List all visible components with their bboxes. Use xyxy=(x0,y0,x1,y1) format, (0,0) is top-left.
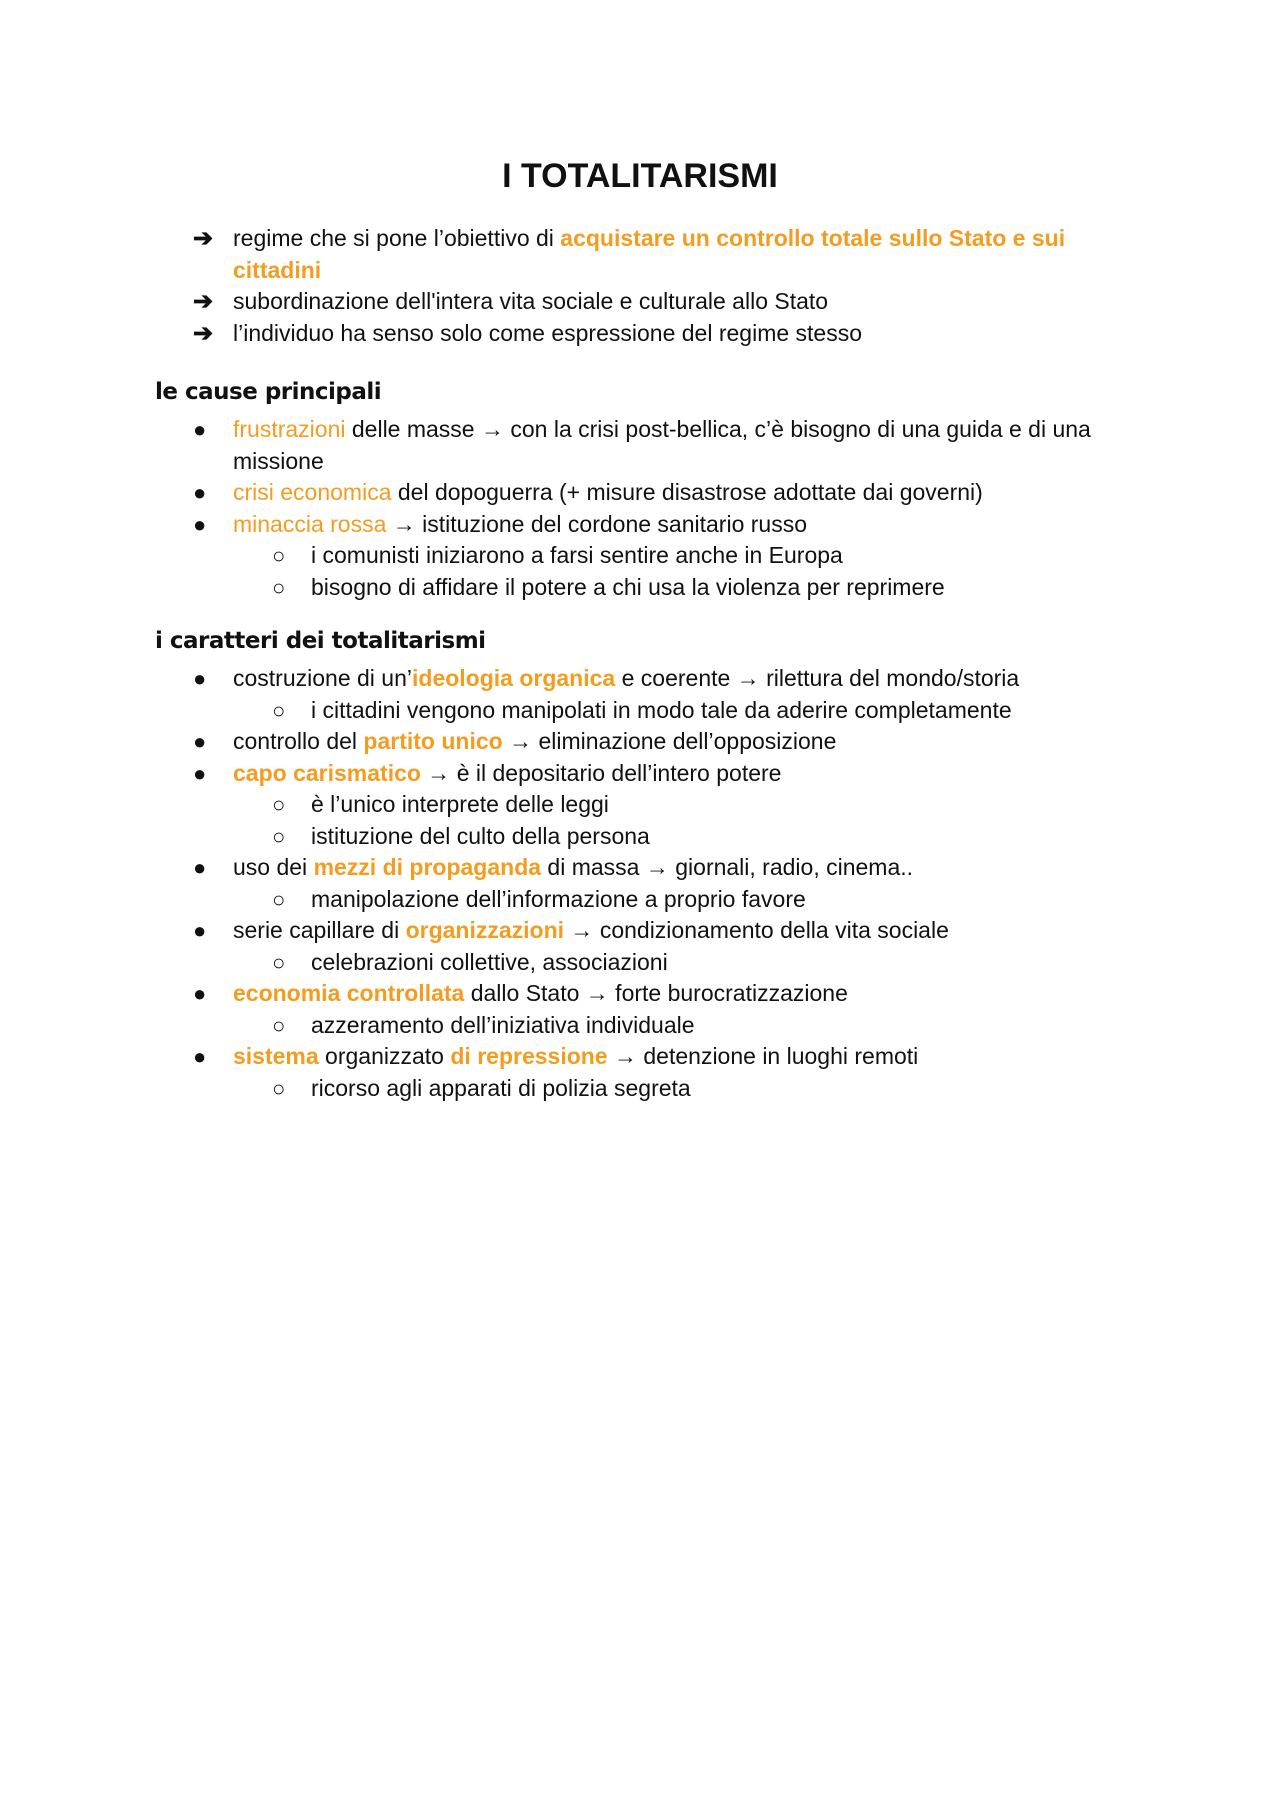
circle-bullet-icon: ○ xyxy=(272,697,286,723)
intro-section xyxy=(0,223,1280,349)
highlighted-text: minaccia rossa xyxy=(233,510,387,537)
item-text: i comunisti iniziarono a farsi sentire anche in Europa xyxy=(311,542,843,568)
causes-section xyxy=(0,374,1280,603)
characters-list xyxy=(0,852,1280,884)
bullet-icon: ● xyxy=(193,417,207,442)
bullet-icon: ● xyxy=(193,666,207,691)
characters-section xyxy=(0,623,1280,1104)
highlighted-text: ideologia organica xyxy=(412,665,616,691)
list-item xyxy=(0,477,1280,509)
item-text: subordinazione dell'intera vita sociale e culturale allo Stato xyxy=(233,288,829,314)
item-text: controllo del xyxy=(233,728,364,754)
item-text: costruzione di un’ xyxy=(233,665,412,691)
bullet-icon: ● xyxy=(193,729,207,754)
highlighted-text: sistema xyxy=(233,1043,319,1069)
item-text: i cittadini vengono manipolati in modo tale da aderire completamente xyxy=(311,696,1012,723)
item-text: azzeramento dell’iniziativa individuale xyxy=(311,1011,695,1038)
item-text: → detenzione in luoghi remoti xyxy=(607,1043,919,1069)
section-heading: le cause principali xyxy=(155,379,382,405)
circle-bullet-icon: ○ xyxy=(272,1012,286,1038)
list-item xyxy=(0,318,1280,350)
causes-sublist xyxy=(0,540,1280,603)
list-item xyxy=(0,414,1280,477)
highlighted-text: mezzi di propaganda xyxy=(313,854,542,880)
highlighted-text: crisi economica xyxy=(233,479,392,505)
list-item xyxy=(0,978,1280,1010)
circle-bullet-icon: ○ xyxy=(272,886,286,912)
circle-bullet-icon: ○ xyxy=(272,792,286,817)
bullet-icon: ● xyxy=(193,855,207,880)
item-text: celebrazioni collettive, associazioni xyxy=(311,948,668,975)
characters-sublist xyxy=(0,695,1280,727)
list-item xyxy=(0,286,1280,318)
characters-list xyxy=(0,915,1280,947)
characters-sublist xyxy=(0,947,1280,979)
item-text: di massa → giornali, radio, cinema.. xyxy=(541,854,914,880)
arrow-icon: ➔ xyxy=(193,225,214,252)
item-text: uso dei xyxy=(233,854,314,880)
item-text: bisogno di affidare il potere a chi usa la violenza per reprimere xyxy=(311,573,945,600)
arrow-icon: ➔ xyxy=(193,288,214,315)
sub-list-item xyxy=(0,1010,1280,1042)
item-text: e coerente → rilettura del mondo/storia xyxy=(615,665,1020,691)
item-text: l’individuo ha senso solo come espressione del regime stesso xyxy=(233,319,863,346)
item-text: → eliminazione dell’opposizione xyxy=(502,728,837,754)
bullet-icon: ● xyxy=(193,480,207,505)
item-text: serie capillare di xyxy=(233,917,406,943)
item-text: → istituzione del cordone sanitario russo xyxy=(386,510,807,537)
sub-list-item xyxy=(0,695,1280,727)
sub-list-item xyxy=(0,789,1280,821)
sub-list-item xyxy=(0,947,1280,979)
section-heading: i caratteri dei totalitarismi xyxy=(155,628,486,654)
item-text: → condizionamento della vita sociale xyxy=(564,917,949,943)
bullet-icon: ● xyxy=(193,918,207,943)
characters-sublist xyxy=(0,1010,1280,1042)
characters-list xyxy=(0,978,1280,1010)
sub-list-item xyxy=(0,540,1280,572)
item-text: organizzato xyxy=(318,1043,451,1069)
characters-sublist xyxy=(0,789,1280,852)
highlighted-text: di repressione xyxy=(450,1043,608,1069)
characters-list xyxy=(0,726,1280,789)
bullet-icon: ● xyxy=(193,981,207,1006)
list-item xyxy=(0,509,1280,541)
highlighted-text: capo carismatico xyxy=(233,759,421,786)
bullet-icon: ● xyxy=(193,511,207,537)
bullet-icon: ● xyxy=(193,760,207,786)
list-item xyxy=(0,663,1280,695)
list-item xyxy=(0,852,1280,884)
characters-list xyxy=(0,1041,1280,1073)
item-text: dallo Stato → forte burocratizzazione xyxy=(464,980,848,1006)
characters-sublist xyxy=(0,1073,1280,1105)
circle-bullet-icon: ○ xyxy=(272,823,286,849)
characters-sublist xyxy=(0,884,1280,916)
list-item xyxy=(0,223,1280,286)
characters-list xyxy=(0,663,1280,695)
list-item xyxy=(0,1041,1280,1073)
item-text: ricorso agli apparati di polizia segreta xyxy=(311,1074,691,1101)
item-text: → è il depositario dell’intero potere xyxy=(420,759,782,786)
item-text: istituzione del culto della persona xyxy=(311,822,650,849)
highlighted-text: organizzazioni xyxy=(405,917,565,943)
list-item xyxy=(0,758,1280,790)
circle-bullet-icon: ○ xyxy=(272,543,286,568)
bullet-icon: ● xyxy=(193,1044,207,1069)
item-text: delle masse → con la crisi post-bellica, c’è bisogno di una guida e di una missione xyxy=(233,416,1091,474)
highlighted-text: partito unico xyxy=(363,728,503,754)
causes-list xyxy=(0,414,1280,540)
circle-bullet-icon: ○ xyxy=(272,949,286,975)
item-text: regime che si pone l’obiettivo di xyxy=(233,225,561,251)
arrow-icon: ➔ xyxy=(193,319,214,347)
highlighted-text: economia controllata xyxy=(233,980,465,1006)
sub-list-item xyxy=(0,572,1280,604)
item-text: del dopoguerra (+ misure disastrose adottate dai governi) xyxy=(391,479,983,505)
circle-bullet-icon: ○ xyxy=(272,1075,286,1101)
highlighted-text: acquistare un controllo totale sullo Stato e sui cittadini xyxy=(233,225,1066,283)
sub-list-item xyxy=(0,1073,1280,1105)
page-title: I TOTALITARISMI xyxy=(502,157,778,195)
list-item xyxy=(0,726,1280,758)
sub-list-item xyxy=(0,821,1280,853)
list-item xyxy=(0,915,1280,947)
circle-bullet-icon: ○ xyxy=(272,574,286,600)
sub-list-item xyxy=(0,884,1280,916)
intro-list xyxy=(0,223,1280,349)
highlighted-text: frustrazioni xyxy=(233,416,346,442)
item-text: manipolazione dell’informazione a proprio favore xyxy=(311,885,806,912)
item-text: è l’unico interprete delle leggi xyxy=(311,791,609,817)
